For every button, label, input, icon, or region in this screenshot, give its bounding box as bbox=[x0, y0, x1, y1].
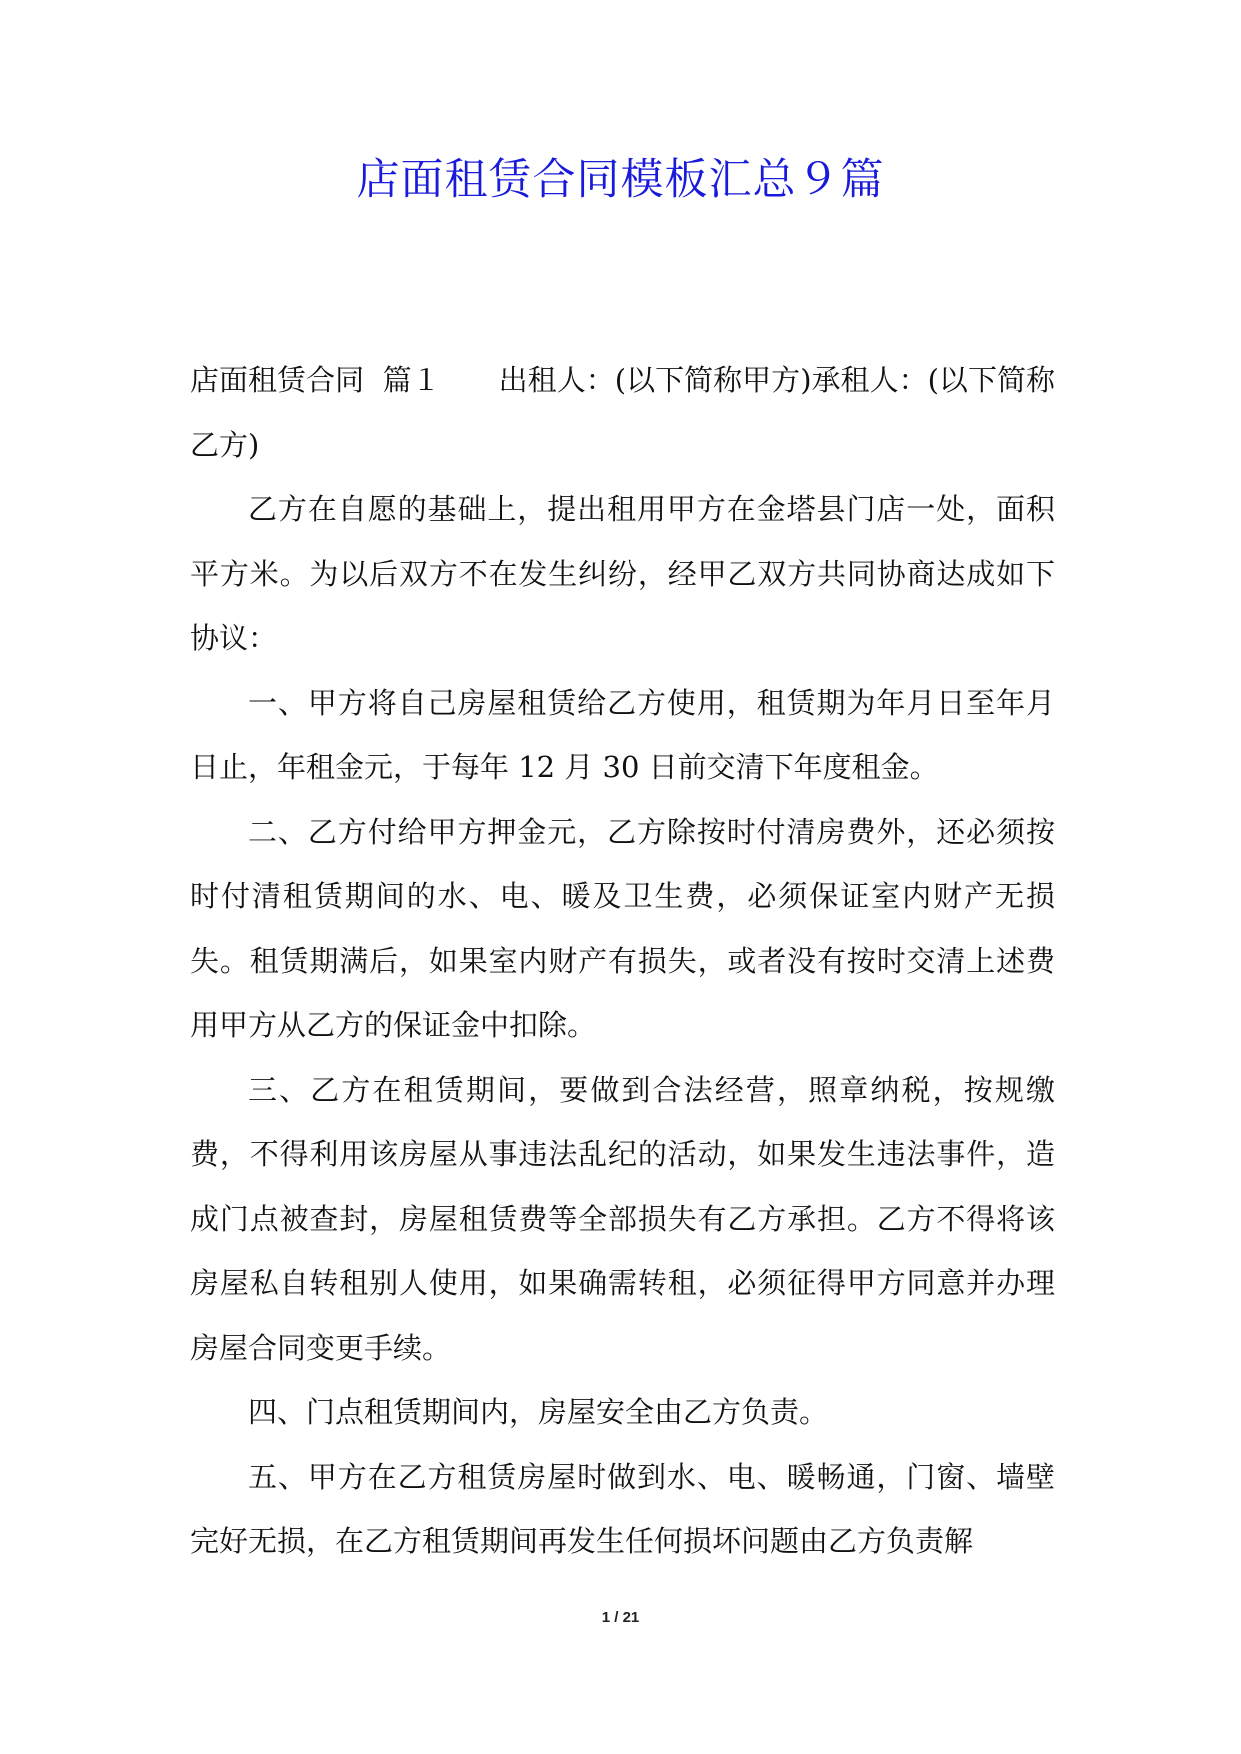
document-body bbox=[190, 348, 1055, 1574]
paragraph-2: 一、甲方将自己房屋租赁给乙方使用，租赁期为年月日至年月日止，年租金元，于每年 12 月 30 日前交清下年度租金。 bbox=[190, 685, 1055, 784]
paragraph-6: 五、甲方在乙方租赁房屋时做到水、电、暖畅通，门窗、墙壁完好无损，在乙方租赁期间再发生任何损坏问题由乙方负责解 bbox=[190, 1459, 1055, 1558]
paragraph-4: 三、乙方在租赁期间，要做到合法经营，照章纳税，按规缴费，不得利用该房屋从事违法乱纪的活动，如果发生违法事件，造成门点被查封，房屋租赁费等全部损失有乙方承担。乙方不得将该房屋私自转租别人使用，如果确需转租，必须征得甲方同意并办理房屋合同变更手续。 bbox=[190, 1072, 1055, 1365]
intro-parties: 出租人：(以下简称甲方)承租人：(以下简称乙方) bbox=[190, 363, 1055, 462]
document-title: 店面租赁合同模板汇总９篇 bbox=[356, 155, 885, 205]
paragraph-5: 四、门点租赁期间内，房屋安全由乙方负责。 bbox=[248, 1395, 829, 1429]
section-label: 店面租赁合同 篇１ bbox=[190, 363, 441, 397]
page-number: 1 / 21 bbox=[601, 1609, 640, 1626]
paragraph-1: 乙方在自愿的基础上，提出租用甲方在金塔县门店一处，面积平方米。为以后双方不在发生纠纷，经甲乙双方共同协商达成如下协议： bbox=[190, 492, 1055, 655]
intro-paragraph bbox=[190, 348, 1055, 477]
paragraph-3: 二、乙方付给甲方押金元，乙方除按时付清房费外，还必须按时付清租赁期间的水、电、暖及卫生费，必须保证室内财产无损失。租赁期满后，如果室内财产有损失，或者没有按时交清上述费用甲方从乙方的保证金中扣除。 bbox=[190, 814, 1055, 1042]
